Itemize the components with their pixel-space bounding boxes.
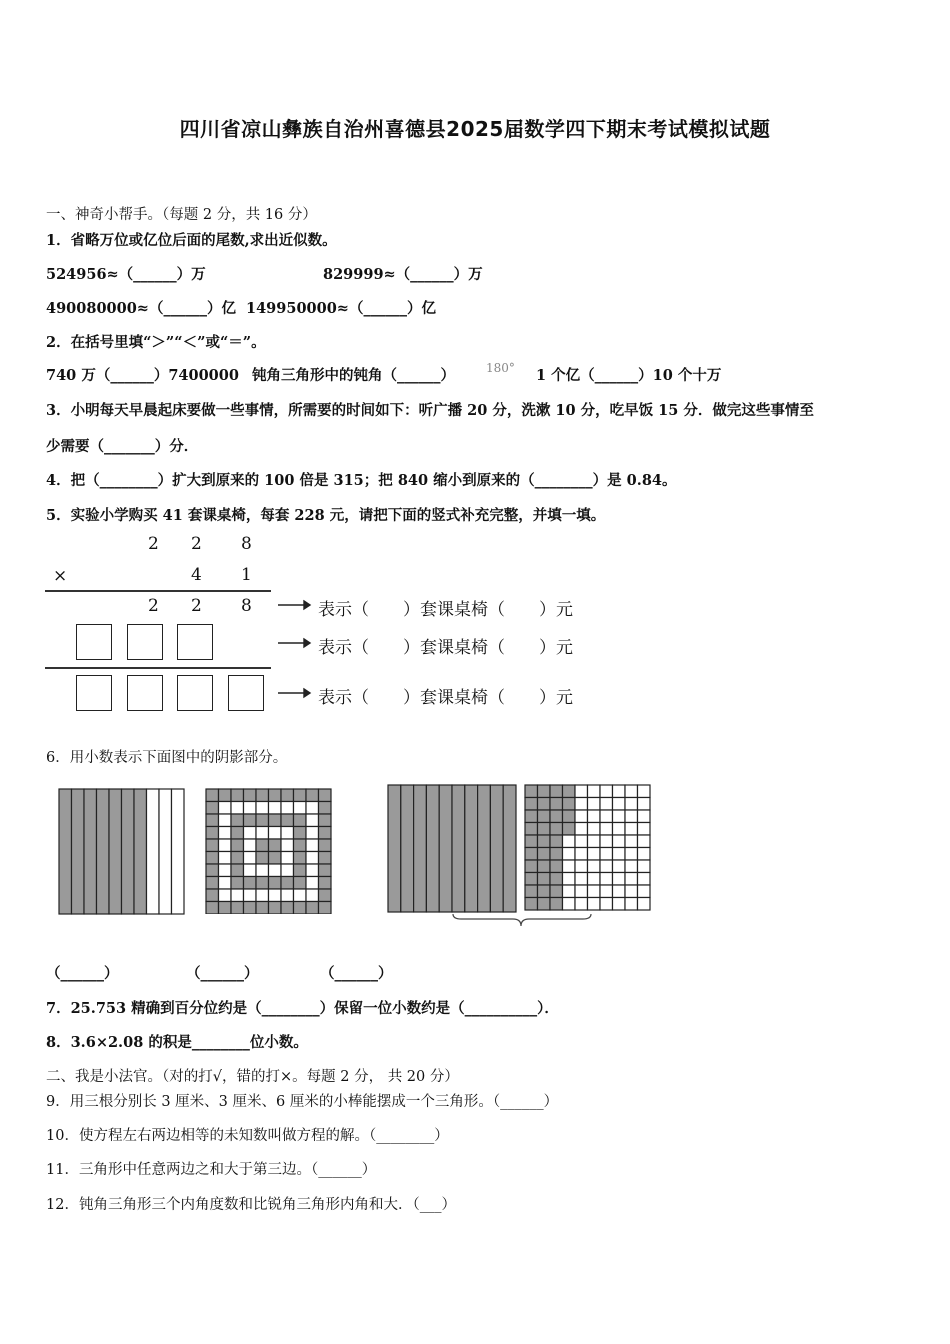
- grid-cell: [575, 898, 588, 911]
- question-10: 10．使方程左右两边相等的未知数叫做方程的解。（________）: [46, 1128, 449, 1144]
- grid-cell: [600, 873, 613, 886]
- grid-cell: [231, 889, 244, 902]
- grid-cell: [294, 902, 307, 915]
- grid-cell: [306, 827, 319, 840]
- q2-part-c: 1 个亿（______）10 个十万: [536, 367, 722, 384]
- grid-cell: [206, 839, 219, 852]
- q1-part-c: 490080000≈（______）亿: [46, 300, 236, 317]
- grid-cell: [613, 860, 626, 873]
- hundreds-grid-figure: [205, 788, 333, 914]
- grid-cell: [269, 902, 282, 915]
- grid-cell: [625, 898, 638, 911]
- grid-cell: [256, 827, 269, 840]
- grid-cell: [613, 823, 626, 836]
- grid-cell: [306, 852, 319, 865]
- tenth-strip: [147, 789, 160, 914]
- q2-part-a: 740 万（______）7400000: [46, 367, 239, 384]
- grid-cell: [550, 798, 563, 811]
- grid-cell: [588, 898, 601, 911]
- grid-cell: [588, 798, 601, 811]
- grid-cell: [231, 814, 244, 827]
- whole-strip: [465, 785, 478, 912]
- grid-cell: [638, 785, 651, 798]
- grid-cell: [625, 860, 638, 873]
- grid-cell: [538, 785, 551, 798]
- grid-cell: [625, 885, 638, 898]
- question-4: 4．把（________）扩大到原来的 100 倍是 315；把 840 缩小到原来的（________）是 0.84。: [46, 472, 677, 489]
- grid-cell: [538, 860, 551, 873]
- grid-cell: [231, 864, 244, 877]
- mult-line: [45, 590, 271, 592]
- whole-strip: [503, 785, 516, 912]
- grid-cell: [563, 848, 576, 861]
- grid-cell: [269, 852, 282, 865]
- grid-cell: [231, 902, 244, 915]
- grid-cell: [269, 814, 282, 827]
- grid-cell: [625, 785, 638, 798]
- grid-cell: [306, 889, 319, 902]
- grid-cell: [600, 835, 613, 848]
- whole-strip: [426, 785, 439, 912]
- grid-cell: [550, 823, 563, 836]
- mult-row3-digit: 2: [191, 596, 202, 616]
- grid-cell: [206, 789, 219, 802]
- grid-cell: [294, 789, 307, 802]
- grid-cell: [588, 835, 601, 848]
- answer-box[interactable]: [76, 624, 112, 660]
- grid-cell: [525, 860, 538, 873]
- grid-cell: [575, 873, 588, 886]
- grid-cell: [281, 802, 294, 815]
- grid-cell: [319, 789, 332, 802]
- grid-cell: [256, 789, 269, 802]
- grid-cell: [319, 902, 332, 915]
- grid-cell: [538, 835, 551, 848]
- grid-cell: [525, 785, 538, 798]
- grid-cell: [306, 877, 319, 890]
- grid-cell: [319, 827, 332, 840]
- grid-cell: [281, 877, 294, 890]
- grid-cell: [306, 814, 319, 827]
- grid-cell: [525, 810, 538, 823]
- grid-cell: [588, 823, 601, 836]
- grid-cell: [231, 827, 244, 840]
- question-6: 6．用小数表示下面图中的阴影部分。: [46, 750, 288, 766]
- whole-strip: [414, 785, 427, 912]
- grid-cell: [638, 798, 651, 811]
- grid-cell: [294, 852, 307, 865]
- grid-cell: [613, 848, 626, 861]
- grid-cell: [281, 839, 294, 852]
- tenth-strip: [84, 789, 97, 914]
- tenth-strip: [97, 789, 110, 914]
- mult-row3-digit: 8: [241, 596, 252, 616]
- grid-cell: [563, 823, 576, 836]
- q1-part-b: 829999≈（______）万: [323, 266, 483, 283]
- grid-cell: [538, 873, 551, 886]
- grid-cell: [206, 827, 219, 840]
- grid-cell: [550, 785, 563, 798]
- grid-cell: [588, 885, 601, 898]
- whole-strip: [401, 785, 414, 912]
- grid-cell: [281, 814, 294, 827]
- grid-cell: [269, 802, 282, 815]
- grid-cell: [294, 802, 307, 815]
- grid-cell: [525, 798, 538, 811]
- grid-cell: [256, 839, 269, 852]
- mult-label-3: 表示（ ）套课桌椅（ ）元: [318, 688, 573, 708]
- question-11: 11．三角形中任意两边之和大于第三边。（______）: [46, 1162, 377, 1178]
- question-5: 5．实验小学购买 41 套课桌椅，每套 228 元，请把下面的竖式补充完整，并填一填。: [46, 507, 606, 524]
- grid-cell: [638, 823, 651, 836]
- arrow-icons: [276, 596, 312, 706]
- grid-cell: [231, 852, 244, 865]
- grid-cell: [550, 810, 563, 823]
- grid-cell: [219, 802, 232, 815]
- tenth-strip: [109, 789, 122, 914]
- grid-cell: [638, 860, 651, 873]
- grid-cell: [256, 852, 269, 865]
- q6-blank-1: （______）: [46, 965, 119, 982]
- mult-row2-digit: 1: [241, 565, 252, 585]
- grid-cell: [563, 785, 576, 798]
- answer-box[interactable]: [127, 624, 163, 660]
- grid-cell: [319, 889, 332, 902]
- grid-cell: [613, 835, 626, 848]
- q6-blank-2: （______）: [186, 965, 259, 982]
- answer-box[interactable]: [127, 675, 163, 711]
- grid-cell: [563, 898, 576, 911]
- grid-cell: [244, 827, 257, 840]
- grid-cell: [563, 810, 576, 823]
- grid-cell: [625, 798, 638, 811]
- section-1-heading: 一、神奇小帮手。（每题 2 分，共 16 分）: [46, 207, 317, 223]
- grid-cell: [563, 835, 576, 848]
- grid-cell: [306, 864, 319, 877]
- grid-cell: [538, 798, 551, 811]
- grid-cell: [525, 835, 538, 848]
- grid-cell: [575, 798, 588, 811]
- grid-cell: [550, 885, 563, 898]
- grid-cell: [588, 810, 601, 823]
- whole-strip: [478, 785, 491, 912]
- q6-blank-3: （______）: [320, 965, 393, 982]
- tenth-strip: [172, 789, 185, 914]
- grid-cell: [563, 860, 576, 873]
- question-7: 7．25.753 精确到百分位约是（________）保留一位小数约是（__________）．: [46, 1000, 559, 1017]
- section-2-heading: 二、我是小法官。（对的打√，错的打×。每题 2 分， 共 20 分）: [46, 1069, 459, 1085]
- grid-cell: [600, 810, 613, 823]
- grid-cell: [244, 839, 257, 852]
- grid-cell: [538, 810, 551, 823]
- grid-cell: [231, 802, 244, 815]
- grid-cell: [575, 823, 588, 836]
- grid-cell: [613, 785, 626, 798]
- grid-cell: [206, 814, 219, 827]
- grid-cell: [244, 789, 257, 802]
- mult-label-2: 表示（ ）套课桌椅（ ）元: [318, 638, 573, 658]
- grid-cell: [206, 877, 219, 890]
- grid-cell: [231, 789, 244, 802]
- grid-cell: [256, 802, 269, 815]
- grid-cell: [319, 839, 332, 852]
- grid-cell: [219, 852, 232, 865]
- grid-cell: [244, 852, 257, 865]
- grid-cell: [600, 823, 613, 836]
- grid-cell: [563, 798, 576, 811]
- grid-cell: [550, 848, 563, 861]
- grid-cell: [600, 898, 613, 911]
- grid-cell: [219, 902, 232, 915]
- grid-cell: [525, 823, 538, 836]
- whole-strip: [439, 785, 452, 912]
- grid-cell: [256, 889, 269, 902]
- mult-row1-digit: 8: [241, 534, 252, 554]
- grid-cell: [613, 798, 626, 811]
- grid-cell: [231, 839, 244, 852]
- grid-cell: [306, 902, 319, 915]
- grid-cell: [206, 802, 219, 815]
- grid-cell: [319, 877, 332, 890]
- grid-cell: [638, 835, 651, 848]
- mult-row1-digit: 2: [191, 534, 202, 554]
- grid-cell: [206, 889, 219, 902]
- grid-cell: [294, 864, 307, 877]
- grid-cell: [538, 885, 551, 898]
- grid-cell: [269, 789, 282, 802]
- grid-cell: [281, 889, 294, 902]
- grid-cell: [575, 810, 588, 823]
- grid-cell: [625, 873, 638, 886]
- grid-cell: [206, 864, 219, 877]
- grid-cell: [575, 848, 588, 861]
- grid-cell: [319, 802, 332, 815]
- grid-cell: [219, 877, 232, 890]
- tenth-strip: [72, 789, 85, 914]
- grid-cell: [538, 823, 551, 836]
- q2-part-b: 钝角三角形中的钝角（______）: [252, 367, 455, 384]
- grid-cell: [563, 873, 576, 886]
- grid-cell: [638, 885, 651, 898]
- grid-cell: [269, 839, 282, 852]
- q1-part-a: 524956≈（______）万: [46, 266, 206, 283]
- mult-row1-digit: 2: [148, 534, 159, 554]
- grid-cell: [538, 848, 551, 861]
- grid-cell: [256, 877, 269, 890]
- grid-cell: [613, 810, 626, 823]
- question-2: 2．在括号里填“＞”“＜”或“＝”。: [46, 334, 266, 351]
- grid-cell: [244, 889, 257, 902]
- grid-cell: [600, 885, 613, 898]
- whole-strip: [452, 785, 465, 912]
- grid-cell: [294, 814, 307, 827]
- grid-cell: [231, 877, 244, 890]
- grid-cell: [625, 810, 638, 823]
- grid-cell: [625, 848, 638, 861]
- grid-cell: [269, 877, 282, 890]
- grid-cell: [281, 864, 294, 877]
- grid-cell: [256, 814, 269, 827]
- grid-cell: [219, 889, 232, 902]
- grid-cell: [219, 814, 232, 827]
- grid-cell: [600, 785, 613, 798]
- answer-box[interactable]: [177, 624, 213, 660]
- grid-cell: [306, 802, 319, 815]
- grid-cell: [281, 789, 294, 802]
- grid-cell: [588, 873, 601, 886]
- answer-box[interactable]: [76, 675, 112, 711]
- grid-cell: [319, 814, 332, 827]
- grid-cell: [219, 827, 232, 840]
- grid-cell: [550, 873, 563, 886]
- grid-cell: [525, 885, 538, 898]
- tenths-strip-figure: [58, 788, 188, 916]
- mult-row3-digit: 2: [148, 596, 159, 616]
- grid-cell: [219, 839, 232, 852]
- grid-cell: [256, 902, 269, 915]
- question-1: 1．省略万位或亿位后面的尾数,求出近似数。: [46, 232, 337, 249]
- answer-box[interactable]: [228, 675, 264, 711]
- grid-cell: [613, 898, 626, 911]
- tenth-strip: [122, 789, 135, 914]
- grid-cell: [281, 852, 294, 865]
- question-9: 9．用三根分别长 3 厘米、3 厘米、6 厘米的小棒能摆成一个三角形。（______）: [46, 1094, 559, 1110]
- grid-cell: [550, 835, 563, 848]
- grid-cell: [575, 785, 588, 798]
- grid-cell: [638, 810, 651, 823]
- grid-cell: [244, 902, 257, 915]
- grid-cell: [625, 835, 638, 848]
- grid-cell: [306, 789, 319, 802]
- mult-row2-digit: 4: [191, 565, 202, 585]
- answer-box[interactable]: [177, 675, 213, 711]
- grid-cell: [550, 860, 563, 873]
- grid-cell: [269, 827, 282, 840]
- grid-cell: [613, 873, 626, 886]
- grid-cell: [294, 889, 307, 902]
- grid-cell: [281, 902, 294, 915]
- grid-cell: [588, 860, 601, 873]
- grid-cell: [525, 898, 538, 911]
- grid-cell: [525, 848, 538, 861]
- grid-cell: [638, 898, 651, 911]
- grid-cell: [638, 873, 651, 886]
- grid-cell: [294, 839, 307, 852]
- grid-cell: [575, 885, 588, 898]
- grid-cell: [294, 877, 307, 890]
- grid-cell: [600, 860, 613, 873]
- grid-cell: [613, 885, 626, 898]
- grid-cell: [600, 798, 613, 811]
- grid-cell: [588, 848, 601, 861]
- grid-cell: [294, 827, 307, 840]
- tenth-strip: [134, 789, 147, 914]
- mult-line: [45, 667, 271, 669]
- grid-cell: [219, 789, 232, 802]
- grid-cell: [538, 898, 551, 911]
- grid-cell: [319, 852, 332, 865]
- grid-cell: [244, 864, 257, 877]
- grid-cell: [600, 848, 613, 861]
- grid-cell: [319, 864, 332, 877]
- multiply-sign: ×: [53, 566, 68, 586]
- tenth-strip: [59, 789, 72, 914]
- grid-cell: [206, 852, 219, 865]
- grid-cell: [575, 835, 588, 848]
- question-12: 12．钝角三角形三个内角度数和比锐角三角形内角和大．（___）: [46, 1197, 456, 1213]
- grid-cell: [306, 839, 319, 852]
- grid-cell: [525, 873, 538, 886]
- grid-cell: [575, 860, 588, 873]
- tenth-strip: [159, 789, 172, 914]
- grid-cell: [550, 898, 563, 911]
- question-8: 8．3.6×2.08 的积是________位小数。: [46, 1034, 308, 1051]
- grid-cell: [219, 864, 232, 877]
- grid-cell: [625, 823, 638, 836]
- grid-cell: [256, 864, 269, 877]
- whole-strip: [490, 785, 503, 912]
- mult-label-1: 表示（ ）套课桌椅（ ）元: [318, 600, 573, 620]
- grid-cell: [588, 785, 601, 798]
- brace-icon: [453, 914, 591, 926]
- grid-cell: [638, 848, 651, 861]
- grid-cell: [244, 877, 257, 890]
- q2-degree: 180°: [486, 361, 515, 375]
- grid-cell: [244, 802, 257, 815]
- question-3-line2: 少需要（_______）分．: [46, 438, 199, 455]
- q1-part-d: 149950000≈（______）亿: [246, 300, 436, 317]
- grid-cell: [244, 814, 257, 827]
- mixed-number-figure: [387, 784, 653, 930]
- grid-cell: [269, 889, 282, 902]
- page-title: 四川省凉山彝族自治州喜德县2025届数学四下期末考试模拟试题: [179, 117, 771, 141]
- grid-cell: [281, 827, 294, 840]
- question-3-line1: 3．小明每天早晨起床要做一些事情，所需要的时间如下：听广播 20 分，洗漱 10 分，吃早饭 15 分．做完这些事情至: [46, 402, 814, 419]
- grid-cell: [563, 885, 576, 898]
- whole-strip: [388, 785, 401, 912]
- grid-cell: [269, 864, 282, 877]
- grid-cell: [206, 902, 219, 915]
